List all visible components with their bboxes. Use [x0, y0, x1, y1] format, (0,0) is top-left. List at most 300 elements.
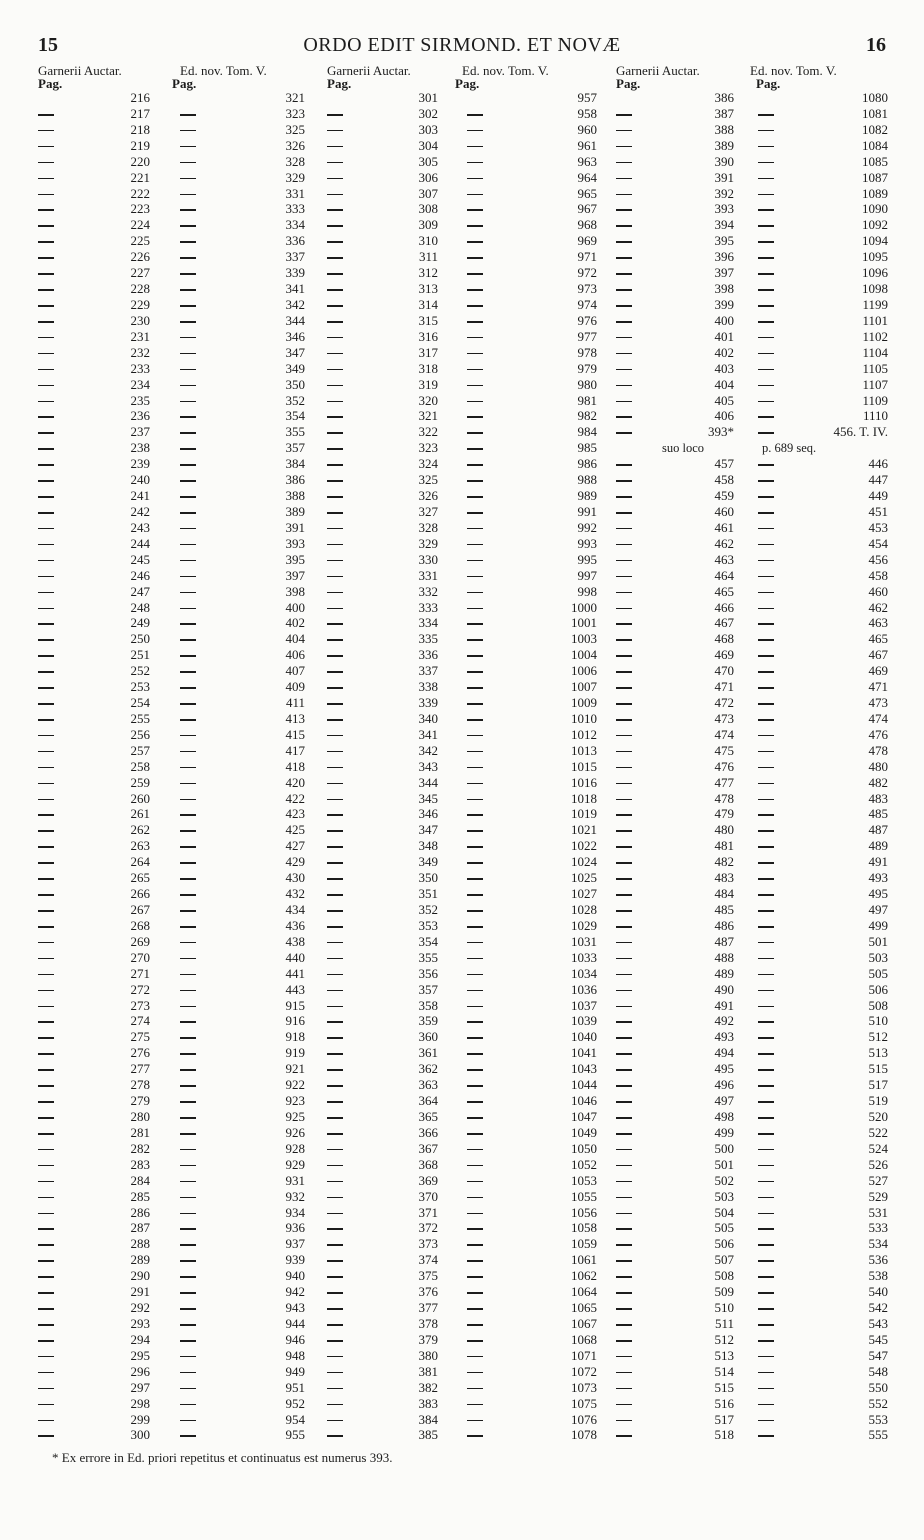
table-row — [327, 663, 597, 679]
table-row — [38, 950, 303, 966]
dash-mark — [467, 608, 483, 610]
table-row — [38, 1141, 303, 1157]
dash-mark — [38, 958, 54, 960]
table-row — [38, 711, 303, 727]
dash-mark — [38, 130, 54, 132]
ed-nov-page: 515 — [868, 1061, 888, 1077]
ed-nov-page: 1062 — [571, 1268, 597, 1284]
dash-mark — [616, 655, 632, 657]
dash-mark — [616, 1181, 632, 1183]
table-row — [38, 1125, 303, 1141]
ed-nov-page: 524 — [868, 1140, 888, 1156]
table-row — [38, 1220, 303, 1236]
dash-mark — [758, 1420, 774, 1422]
dash-mark — [758, 990, 774, 992]
dash-mark — [180, 1149, 196, 1151]
dash-mark — [758, 814, 774, 816]
table-row — [327, 775, 597, 791]
dash-mark — [616, 1053, 632, 1055]
ed-nov-page: 1003 — [571, 631, 597, 647]
ed-nov-page: 934 — [285, 1204, 305, 1220]
dash-mark — [616, 369, 632, 371]
table-row — [327, 982, 597, 998]
dash-mark — [758, 464, 774, 466]
table-row — [38, 934, 303, 950]
dash-mark — [616, 1308, 632, 1310]
table-row — [38, 393, 303, 409]
garnerii-page: 390 — [714, 153, 734, 169]
garnerii-page: 279 — [130, 1093, 150, 1109]
ed-nov-page: 411 — [285, 695, 305, 711]
dash-mark — [467, 671, 483, 673]
dash-mark — [38, 528, 54, 530]
table-row — [327, 791, 597, 807]
dash-mark — [616, 162, 632, 164]
dash-mark — [616, 432, 632, 434]
dash-mark — [180, 1292, 196, 1294]
table-row — [616, 345, 888, 361]
table-row — [38, 186, 303, 202]
ed-nov-page: 1028 — [571, 902, 597, 918]
dash-mark — [758, 385, 774, 387]
dash-mark — [180, 608, 196, 610]
dash-mark — [327, 1053, 343, 1055]
dash-mark — [616, 735, 632, 737]
heading-ed-nov: Ed. nov. Tom. V. — [180, 63, 267, 78]
dash-mark — [180, 1260, 196, 1262]
garnerii-page: 464 — [714, 567, 734, 583]
dash-mark — [38, 305, 54, 307]
ed-nov-page: 517 — [868, 1077, 888, 1093]
garnerii-page: 501 — [714, 1156, 734, 1172]
dash-mark — [467, 655, 483, 657]
dash-mark — [616, 305, 632, 307]
table-row — [327, 186, 597, 202]
garnerii-page: 358 — [418, 997, 438, 1013]
ed-nov-page: 487 — [868, 822, 888, 838]
garnerii-page: 373 — [418, 1236, 438, 1252]
garnerii-page: 245 — [130, 551, 150, 567]
garnerii-page: 393* — [708, 424, 734, 440]
dash-mark — [616, 496, 632, 498]
dash-mark — [38, 1260, 54, 1262]
ed-nov-page: 1029 — [571, 917, 597, 933]
dash-mark — [467, 1435, 483, 1437]
dash-mark — [758, 1085, 774, 1087]
ed-nov-page: 1018 — [571, 790, 597, 806]
dash-mark — [180, 687, 196, 689]
garnerii-page: 467 — [714, 615, 734, 631]
ed-nov-page: 1073 — [571, 1379, 597, 1395]
dash-mark — [467, 432, 483, 434]
table-row — [327, 822, 597, 838]
garnerii-page: 470 — [714, 663, 734, 679]
garnerii-page: 479 — [714, 806, 734, 822]
garnerii-page: 493 — [714, 1029, 734, 1045]
ed-nov-page: 550 — [868, 1379, 888, 1395]
ed-nov-page: 957 — [577, 90, 597, 105]
ed-nov-page: 329 — [285, 169, 305, 185]
garnerii-page: 484 — [714, 886, 734, 902]
ed-nov-page: 984 — [577, 424, 597, 440]
ed-nov-page: 333 — [285, 201, 305, 217]
table-row — [38, 982, 303, 998]
table-row — [616, 695, 888, 711]
dash-mark — [327, 1165, 343, 1167]
garnerii-page: 510 — [714, 1300, 734, 1316]
table-row — [616, 727, 888, 743]
table-row — [616, 568, 888, 584]
table-row — [616, 1045, 888, 1061]
dash-mark — [616, 719, 632, 721]
garnerii-page: 356 — [418, 965, 438, 981]
dash-mark — [327, 942, 343, 944]
ed-nov-page: 988 — [577, 472, 597, 488]
garnerii-page: 488 — [714, 949, 734, 965]
table-row — [38, 647, 303, 663]
table-row — [327, 615, 597, 631]
dash-mark — [758, 1308, 774, 1310]
ed-nov-page: 995 — [577, 551, 597, 567]
ed-nov-page: 462 — [868, 599, 888, 615]
dash-mark — [758, 512, 774, 514]
garnerii-page: 313 — [418, 281, 438, 297]
dash-mark — [327, 1213, 343, 1215]
ed-nov-page: 420 — [285, 774, 305, 790]
ed-nov-page: 526 — [868, 1156, 888, 1172]
garnerii-page: 339 — [418, 695, 438, 711]
dash-mark — [616, 751, 632, 753]
dash-mark — [38, 1372, 54, 1374]
ed-nov-page: 1065 — [571, 1300, 597, 1316]
garnerii-page: 397 — [714, 265, 734, 281]
dash-mark — [616, 1435, 632, 1437]
dash-mark — [38, 1117, 54, 1119]
table-row — [616, 1077, 888, 1093]
ed-nov-page: 337 — [285, 249, 305, 265]
ed-nov-page: 553 — [868, 1411, 888, 1427]
ed-nov-page: 968 — [577, 217, 597, 233]
table-row — [38, 122, 303, 138]
dash-mark — [327, 162, 343, 164]
table-row — [327, 201, 597, 217]
dash-mark — [758, 623, 774, 625]
ed-nov-page: 404 — [285, 631, 305, 647]
dash-mark — [327, 1117, 343, 1119]
ed-nov-page: 1061 — [571, 1252, 597, 1268]
ed-nov-page: 538 — [868, 1268, 888, 1284]
garnerii-page: 363 — [418, 1077, 438, 1093]
table-row — [327, 1029, 597, 1045]
table-row — [327, 424, 597, 440]
garnerii-page: 259 — [130, 774, 150, 790]
dash-mark — [327, 878, 343, 880]
ed-nov-page: 531 — [868, 1204, 888, 1220]
ed-nov-page: 510 — [868, 1013, 888, 1029]
dash-mark — [180, 1165, 196, 1167]
table-row — [327, 695, 597, 711]
dash-mark — [758, 1037, 774, 1039]
dash-mark — [180, 671, 196, 673]
ed-nov-page: 427 — [285, 838, 305, 854]
ed-nov-page: 346 — [285, 328, 305, 344]
table-row — [38, 249, 303, 265]
dash-mark — [38, 1069, 54, 1071]
dash-mark — [758, 337, 774, 339]
garnerii-page: 483 — [714, 870, 734, 886]
table-row — [327, 870, 597, 886]
dash-mark — [616, 623, 632, 625]
dash-mark — [758, 496, 774, 498]
dash-mark — [467, 560, 483, 562]
ed-nov-page: 471 — [868, 679, 888, 695]
table-row — [616, 1364, 888, 1380]
garnerii-page: 486 — [714, 917, 734, 933]
table-row — [616, 966, 888, 982]
ed-nov-page: 508 — [868, 997, 888, 1013]
garnerii-page: 312 — [418, 265, 438, 281]
garnerii-page: 284 — [130, 1172, 150, 1188]
garnerii-page: 500 — [714, 1140, 734, 1156]
table-row — [38, 1173, 303, 1189]
dash-mark — [38, 878, 54, 880]
garnerii-page: 258 — [130, 758, 150, 774]
ed-nov-page: 354 — [285, 408, 305, 424]
ed-nov-page: 542 — [868, 1300, 888, 1316]
dash-mark — [616, 576, 632, 578]
ed-nov-page: 533 — [868, 1220, 888, 1236]
garnerii-page: 265 — [130, 870, 150, 886]
dash-mark — [180, 496, 196, 498]
ed-nov-page: 540 — [868, 1284, 888, 1300]
dash-mark — [616, 178, 632, 180]
ed-nov-page: 1064 — [571, 1284, 597, 1300]
garnerii-page: 226 — [130, 249, 150, 265]
table-row — [616, 1125, 888, 1141]
ed-nov-page: 1031 — [571, 933, 597, 949]
dash-mark — [38, 1085, 54, 1087]
table-row — [616, 886, 888, 902]
footnote: * Ex errore in Ed. priori repetitus et continuatus est numerus 393. — [52, 1450, 393, 1465]
table-row — [327, 377, 597, 393]
table-row — [616, 711, 888, 727]
dash-mark — [616, 926, 632, 928]
dash-mark — [758, 1165, 774, 1167]
garnerii-page: 282 — [130, 1140, 150, 1156]
ed-nov-page: 1021 — [571, 822, 597, 838]
dash-mark — [327, 337, 343, 339]
ed-nov-page: 430 — [285, 870, 305, 886]
dash-mark — [758, 225, 774, 227]
dash-mark — [180, 1197, 196, 1199]
garnerii-page: 399 — [714, 296, 734, 312]
table-row — [38, 791, 303, 807]
heading-pag-garnerii: Pag. — [616, 76, 641, 91]
ed-nov-page: 429 — [285, 854, 305, 870]
dash-mark — [758, 1292, 774, 1294]
dash-mark — [616, 1244, 632, 1246]
dash-mark — [616, 114, 632, 116]
garnerii-page: 382 — [418, 1379, 438, 1395]
table-row — [38, 408, 303, 424]
dash-mark — [327, 544, 343, 546]
dash-mark — [180, 1133, 196, 1135]
dash-mark — [180, 528, 196, 530]
dash-mark — [327, 767, 343, 769]
ed-nov-page: 915 — [285, 997, 305, 1013]
dash-mark — [758, 401, 774, 403]
dash-mark — [180, 767, 196, 769]
dash-mark — [758, 655, 774, 657]
dash-mark — [467, 910, 483, 912]
table-row — [327, 1316, 597, 1332]
garnerii-page: 349 — [418, 854, 438, 870]
dash-mark — [616, 1356, 632, 1358]
dash-mark — [180, 639, 196, 641]
ed-nov-page: 357 — [285, 440, 305, 456]
dash-mark — [467, 687, 483, 689]
garnerii-page: 325 — [418, 472, 438, 488]
ed-nov-page: 489 — [868, 838, 888, 854]
table-row — [327, 122, 597, 138]
dash-mark — [327, 114, 343, 116]
table-row — [38, 456, 303, 472]
dash-mark — [180, 1276, 196, 1278]
dash-mark — [180, 1006, 196, 1008]
dash-mark — [616, 480, 632, 482]
dash-mark — [38, 225, 54, 227]
table-row — [327, 90, 597, 106]
dash-mark — [467, 273, 483, 275]
dash-mark — [180, 1069, 196, 1071]
dash-mark — [180, 114, 196, 116]
dash-mark — [467, 305, 483, 307]
dash-mark — [467, 528, 483, 530]
table-row — [38, 1348, 303, 1364]
dash-mark — [467, 194, 483, 196]
dash-mark — [180, 592, 196, 594]
dash-mark — [327, 194, 343, 196]
dash-mark — [467, 1165, 483, 1167]
dash-mark — [467, 464, 483, 466]
ed-nov-page: 323 — [285, 105, 305, 121]
garnerii-page: 296 — [130, 1363, 150, 1379]
dash-mark — [467, 1117, 483, 1119]
dash-mark — [467, 958, 483, 960]
ed-nov-page: 1053 — [571, 1172, 597, 1188]
ed-nov-page: 342 — [285, 296, 305, 312]
ed-nov-page: 483 — [868, 790, 888, 806]
dash-mark — [616, 1228, 632, 1230]
dash-mark — [38, 369, 54, 371]
dash-mark — [180, 480, 196, 482]
dash-mark — [758, 114, 774, 116]
table-row — [616, 536, 888, 552]
dash-mark — [38, 114, 54, 116]
dash-mark — [38, 719, 54, 721]
table-row — [327, 631, 597, 647]
dash-mark — [38, 1404, 54, 1406]
dash-mark — [616, 639, 632, 641]
dash-mark — [758, 1021, 774, 1023]
ed-nov-page: 474 — [868, 710, 888, 726]
dash-mark — [38, 1006, 54, 1008]
dash-mark — [38, 799, 54, 801]
table-row — [38, 1045, 303, 1061]
garnerii-page: 461 — [714, 519, 734, 535]
table-row — [38, 743, 303, 759]
garnerii-page: 516 — [714, 1395, 734, 1411]
table-row — [616, 1029, 888, 1045]
ed-nov-page: 1033 — [571, 949, 597, 965]
table-row — [616, 456, 888, 472]
ed-nov-page: 1027 — [571, 886, 597, 902]
ed-nov-page: 1199 — [862, 296, 888, 312]
ed-nov-page: 325 — [285, 121, 305, 137]
ed-nov-page: 1013 — [571, 742, 597, 758]
ed-nov-page: 982 — [577, 408, 597, 424]
dash-mark — [180, 1340, 196, 1342]
table-row — [616, 1316, 888, 1332]
table-row — [616, 424, 888, 440]
garnerii-page: 275 — [130, 1029, 150, 1045]
table-row — [327, 1013, 597, 1029]
ed-nov-page: 1085 — [862, 153, 888, 169]
dash-mark — [38, 862, 54, 864]
dash-mark — [327, 1356, 343, 1358]
table-row — [38, 170, 303, 186]
ed-nov-page: 949 — [285, 1363, 305, 1379]
dash-mark — [180, 512, 196, 514]
dash-mark — [616, 1292, 632, 1294]
garnerii-page: 372 — [418, 1220, 438, 1236]
table-row — [38, 536, 303, 552]
table-row — [327, 1364, 597, 1380]
garnerii-page: 260 — [130, 790, 150, 806]
garnerii-page: 326 — [418, 488, 438, 504]
garnerii-page: 406 — [714, 408, 734, 424]
garnerii-page: 330 — [418, 551, 438, 567]
ed-nov-page: 449 — [868, 488, 888, 504]
dash-mark — [38, 337, 54, 339]
dash-mark — [327, 910, 343, 912]
ed-nov-page: 386 — [285, 472, 305, 488]
ed-nov-page: 458 — [868, 567, 888, 583]
ed-nov-page: 931 — [285, 1172, 305, 1188]
ed-nov-page: 978 — [577, 344, 597, 360]
table-row — [616, 233, 888, 249]
dash-mark — [467, 289, 483, 291]
dash-mark — [616, 974, 632, 976]
dash-mark — [467, 369, 483, 371]
table-row — [327, 106, 597, 122]
ed-nov-page: 413 — [285, 710, 305, 726]
dash-mark — [327, 1340, 343, 1342]
ed-nov-page: 1107 — [862, 376, 888, 392]
ed-nov-page: 545 — [868, 1331, 888, 1347]
table-row — [38, 1412, 303, 1428]
garnerii-page: 394 — [714, 217, 734, 233]
ed-nov-page: 1080 — [862, 90, 888, 105]
dash-mark — [758, 560, 774, 562]
ed-nov-page: 395 — [285, 551, 305, 567]
dash-mark — [467, 974, 483, 976]
dash-mark — [758, 480, 774, 482]
ed-nov-page: 1039 — [571, 1013, 597, 1029]
garnerii-page: 473 — [714, 710, 734, 726]
garnerii-page: 362 — [418, 1061, 438, 1077]
table-row — [616, 584, 888, 600]
